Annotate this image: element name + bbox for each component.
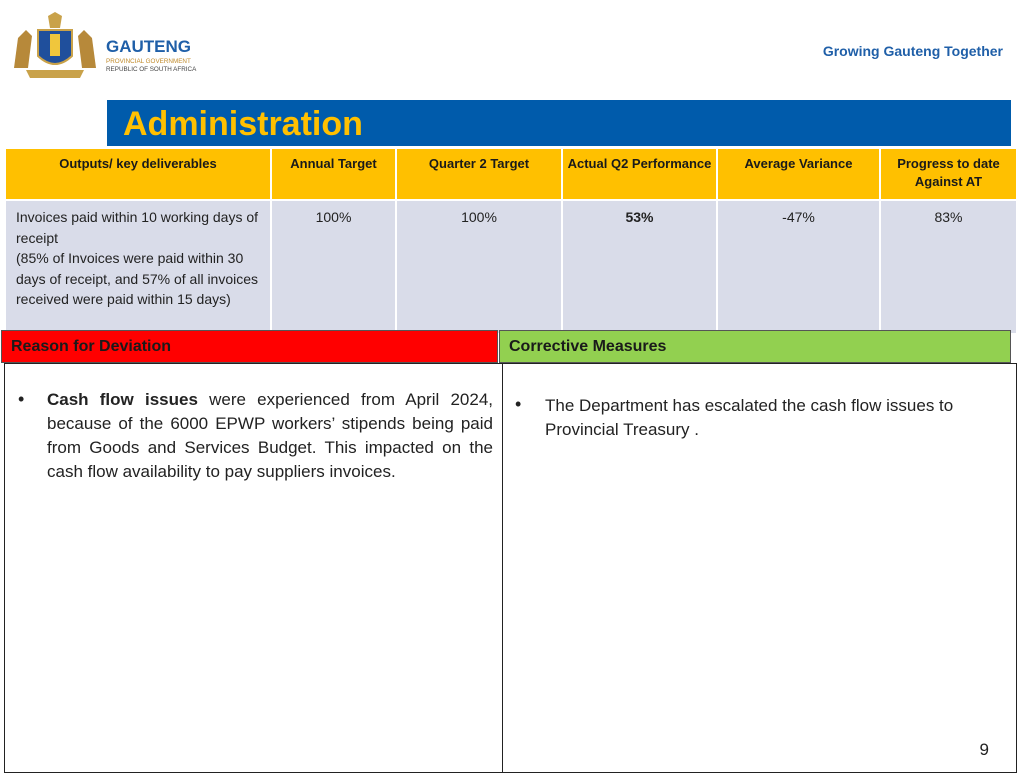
- reason-header: Reason for Deviation: [1, 330, 498, 363]
- bullet-icon: •: [515, 394, 522, 414]
- page-number: 9: [979, 740, 989, 759]
- header-outputs: Outputs/ key deliverables: [5, 148, 271, 200]
- reason-body: were experienced from April 2024, because of the 6000 EPWP workers’ stipends being paid from Goods and Services Budget. This impacted on the cash flow availability to pay suppliers invoices.: [47, 390, 494, 481]
- tagline: Growing Gauteng Together: [822, 43, 1003, 59]
- cell-q2-target: 100%: [396, 200, 562, 334]
- cell-average-variance: -47%: [717, 200, 880, 334]
- cell-progress: 83%: [880, 200, 1017, 334]
- title-bar: [107, 100, 1011, 146]
- gauteng-logo: [10, 12, 200, 80]
- header-annual-target: Annual Target: [271, 148, 396, 200]
- reason-bold-lead: Cash flow issues: [47, 390, 198, 409]
- table-row: [5, 200, 1017, 334]
- header-actual-q2: Actual Q2 Performance: [562, 148, 717, 200]
- corrective-header: Corrective Measures: [499, 330, 1011, 363]
- cell-actual-q2: 53%: [562, 200, 717, 334]
- table-header-row: [5, 148, 1017, 200]
- header-progress: Progress to date Against AT: [880, 148, 1017, 200]
- cell-deliverable: [5, 200, 271, 334]
- cell-annual-target: 100%: [271, 200, 396, 334]
- reason-box: [4, 363, 503, 773]
- logo-org-name: GAUTENG: [106, 37, 191, 56]
- header-average-variance: Average Variance: [717, 148, 880, 200]
- logo-org-subtitle-2: REPUBLIC OF SOUTH AFRICA: [106, 66, 197, 73]
- reason-text: [47, 388, 493, 484]
- deliverable-main: Invoices paid within 10 working days of receipt: [16, 209, 259, 246]
- logo-org-subtitle-1: PROVINCIAL GOVERNMENT: [106, 58, 191, 65]
- header-quarter-2-target: Quarter 2 Target: [396, 148, 562, 200]
- coat-of-arms-icon: [10, 12, 200, 80]
- corrective-text: The Department has escalated the cash flow issues to Provincial Treasury .: [545, 396, 954, 439]
- deliverable-note: (85% of Invoices were paid within 30 days of receipt, and 57% of all invoices received were paid within 15 days): [16, 250, 259, 307]
- bullet-icon: •: [18, 389, 25, 409]
- corrective-box: [502, 363, 1017, 773]
- performance-table: [4, 147, 1018, 335]
- page-title: Administration: [123, 105, 363, 143]
